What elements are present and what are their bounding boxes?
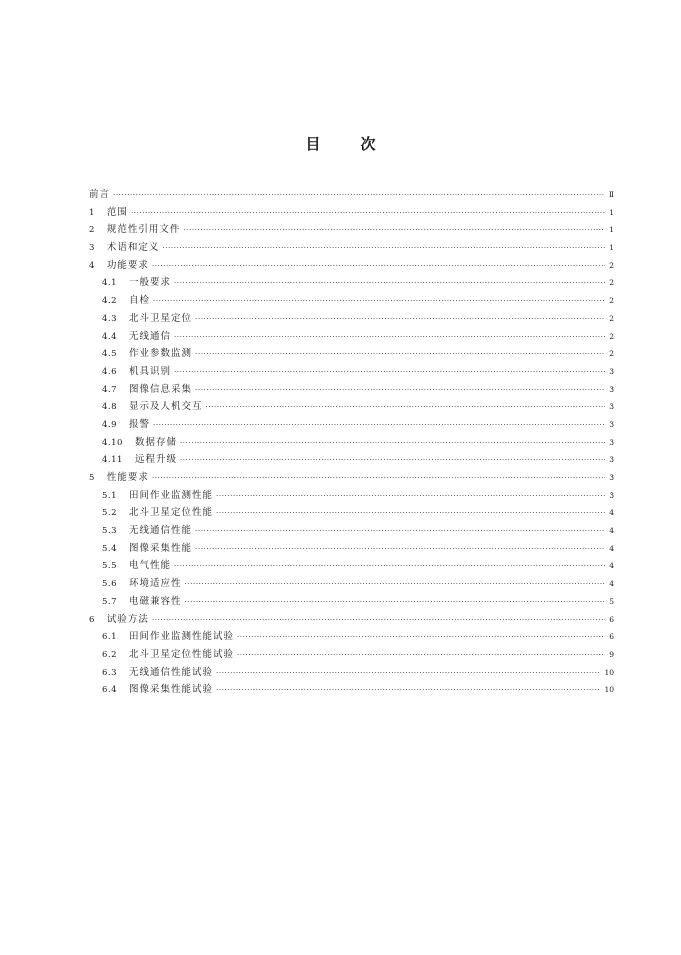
toc-dot-leader	[174, 368, 605, 376]
toc-entry-title: 远程升级	[134, 454, 177, 466]
toc-entry-page: 4	[609, 508, 614, 518]
toc-entry-title: 北斗卫星定位	[129, 312, 193, 324]
toc-entry-title: 试验方法	[106, 613, 149, 625]
toc-entry-title: 范围	[106, 206, 128, 218]
toc-entry[interactable]	[89, 398, 614, 416]
toc-entry-title: 规范性引用文件	[106, 224, 181, 236]
toc-entry-number: 4.9	[102, 419, 118, 430]
toc-entry-title: 北斗卫星定位性能试验	[129, 648, 235, 660]
toc-entry-page: 6	[609, 632, 614, 642]
toc-entry[interactable]	[89, 628, 614, 646]
toc-entry-page: 3	[609, 490, 614, 500]
toc-entry[interactable]	[89, 274, 614, 292]
toc-entry-page: 2	[609, 296, 614, 306]
toc-entry-number: 5.1	[102, 490, 118, 501]
toc-entry-page: 9	[609, 649, 614, 659]
toc-entry[interactable]	[89, 451, 614, 469]
toc-entry-number: 5.3	[102, 526, 118, 537]
toc-entry[interactable]	[89, 504, 614, 522]
toc-entry-page: 3	[609, 384, 614, 394]
toc-entry[interactable]	[89, 381, 614, 399]
toc-dot-leader	[185, 598, 605, 606]
toc-entry-title: 图像信息采集	[129, 383, 193, 395]
toc-entry[interactable]	[89, 487, 614, 505]
toc-entry-title: 机具识别	[129, 365, 172, 377]
toc-entry-title: 电气性能	[129, 560, 172, 572]
toc-entry-page: 3	[609, 402, 614, 412]
toc-dot-leader	[195, 386, 605, 394]
toc-dot-leader	[237, 651, 605, 659]
toc-entry-title: 田间作业监测性能试验	[129, 631, 235, 643]
toc-dot-leader	[185, 580, 605, 588]
toc-dot-leader	[216, 669, 601, 677]
toc-entry-page: 2	[609, 349, 614, 359]
toc-entry-number: 5	[89, 473, 95, 483]
toc-entry-page: 4	[609, 543, 614, 553]
toc-entry-title: 功能要求	[106, 259, 149, 271]
toc-entry-title: 性能要求	[106, 472, 149, 483]
toc-entry-page: 1	[609, 225, 614, 235]
page-title-char-1: 目	[305, 135, 321, 153]
toc-entry-title: 图像采集性能试验	[129, 684, 214, 696]
toc-entry[interactable]	[89, 239, 614, 257]
toc-entry[interactable]	[89, 540, 614, 558]
toc-entry-page: 4	[609, 561, 614, 571]
toc-entry-title: 数据存储	[134, 436, 177, 448]
toc-entry-number: 4.10	[102, 437, 123, 448]
toc-entry-title: 报警	[129, 418, 151, 430]
table-of-contents	[89, 186, 614, 699]
toc-entry-page: 2	[609, 260, 614, 270]
toc-entry-title: 图像采集性能	[129, 542, 193, 554]
toc-dot-leader	[216, 492, 605, 500]
toc-entry-page: 10	[604, 667, 614, 677]
toc-entry-number: 4.8	[102, 402, 118, 413]
toc-entry[interactable]	[89, 434, 614, 452]
toc-dot-leader	[152, 262, 605, 270]
toc-entry-title: 前言	[89, 189, 111, 200]
toc-entry-number: 6.2	[102, 649, 118, 660]
toc-dot-leader	[174, 333, 605, 341]
toc-entry-page: 4	[609, 579, 614, 589]
toc-entry-number: 6.1	[102, 632, 118, 643]
toc-dot-leader	[152, 474, 605, 482]
toc-entry-title: 一般要求	[129, 277, 172, 289]
toc-entry-number: 4.5	[102, 349, 118, 360]
toc-entry-number: 6	[89, 614, 95, 625]
toc-entry-title: 无线通信性能	[129, 525, 193, 537]
toc-entry-page: 3	[609, 455, 614, 465]
toc-entry-number: 6.3	[102, 667, 118, 678]
toc-entry-page: 5	[609, 596, 614, 606]
toc-entry-number: 6.4	[102, 685, 118, 696]
toc-entry-page: 1	[609, 243, 614, 253]
toc-dot-leader	[206, 403, 605, 411]
toc-dot-leader	[195, 545, 605, 553]
toc-entry-title: 北斗卫星定位性能	[129, 507, 214, 519]
toc-dot-leader	[174, 279, 605, 287]
toc-entry-page: 2	[609, 278, 614, 288]
toc-entry-page: 6	[609, 614, 614, 624]
toc-dot-leader	[180, 439, 605, 447]
toc-entry-number: 5.4	[102, 543, 118, 554]
toc-entry-number: 5.6	[102, 579, 118, 590]
toc-entry[interactable]	[89, 416, 614, 434]
toc-entry-page: 3	[609, 437, 614, 447]
toc-entry[interactable]	[89, 221, 614, 239]
toc-entry-number: 4.1	[102, 278, 118, 289]
toc-entry-page: 3	[609, 473, 614, 482]
toc-entry[interactable]	[89, 611, 614, 629]
toc-entry-page: 10	[604, 685, 614, 695]
toc-entry-number: 5.2	[102, 508, 118, 519]
toc-entry[interactable]	[89, 469, 614, 487]
toc-dot-leader	[195, 350, 605, 358]
toc-entry[interactable]	[89, 557, 614, 575]
toc-entry-page: 3	[609, 419, 614, 429]
toc-entry[interactable]	[89, 681, 614, 699]
toc-dot-leader	[174, 562, 605, 570]
toc-entry-number: 4.2	[102, 296, 118, 307]
toc-entry-number: 4.7	[102, 384, 118, 395]
toc-entry-number: 4.11	[102, 455, 123, 466]
toc-entry-title: 无线通信	[129, 330, 172, 342]
toc-entry[interactable]	[89, 186, 614, 204]
toc-entry[interactable]	[89, 664, 614, 682]
toc-entry-number: 1	[89, 207, 95, 218]
toc-dot-leader	[180, 456, 605, 464]
toc-entry[interactable]	[89, 646, 614, 664]
toc-entry-title: 环境适应性	[129, 578, 182, 590]
toc-dot-leader	[153, 421, 605, 429]
toc-entry[interactable]	[89, 310, 614, 328]
toc-dot-leader	[216, 509, 605, 517]
toc-entry[interactable]	[89, 522, 614, 540]
toc-entry-number: 5.7	[102, 596, 118, 607]
toc-entry-page: 2	[609, 331, 614, 341]
toc-entry[interactable]	[89, 257, 614, 275]
toc-entry-title: 作业参数监测	[129, 348, 193, 360]
toc-entry[interactable]	[89, 363, 614, 381]
toc-entry-number: 5.5	[102, 561, 118, 572]
toc-entry[interactable]	[89, 345, 614, 363]
toc-dot-leader	[153, 297, 605, 305]
page-title-char-2: 次	[360, 135, 376, 153]
toc-entry[interactable]	[89, 204, 614, 222]
toc-dot-leader	[195, 527, 605, 535]
toc-dot-leader	[237, 633, 605, 641]
toc-dot-leader	[113, 191, 605, 199]
toc-entry-page: 4	[609, 526, 614, 536]
toc-entry-title: 田间作业监测性能	[129, 489, 214, 501]
toc-entry-page: Ⅱ	[608, 190, 614, 199]
toc-dot-leader	[216, 686, 601, 694]
toc-entry-number: 4.6	[102, 366, 118, 377]
toc-entry-title: 术语和定义	[106, 242, 160, 254]
toc-entry-number: 3	[89, 243, 95, 254]
toc-entry-title: 无线通信性能试验	[129, 666, 214, 678]
toc-dot-leader	[195, 315, 605, 323]
toc-entry-title: 显示及人机交互	[129, 401, 203, 413]
toc-entry[interactable]	[89, 593, 614, 611]
toc-entry-page: 2	[609, 313, 614, 323]
toc-entry[interactable]	[89, 292, 614, 310]
toc-entry[interactable]	[89, 575, 614, 593]
toc-entry-title: 电磁兼容性	[129, 595, 182, 607]
toc-entry[interactable]	[89, 328, 614, 346]
toc-dot-leader	[162, 244, 605, 252]
toc-entry-title: 自检	[129, 295, 151, 307]
toc-entry-page: 1	[609, 207, 614, 217]
toc-entry-number: 4.3	[102, 313, 118, 324]
toc-entry-number: 4.4	[102, 331, 118, 342]
toc-entry-page: 3	[609, 366, 614, 376]
toc-entry-number: 2	[89, 225, 95, 236]
toc-entry-number: 4	[89, 260, 95, 271]
page-title	[0, 133, 681, 154]
toc-dot-leader	[183, 226, 605, 234]
toc-dot-leader	[131, 209, 605, 217]
toc-dot-leader	[152, 616, 605, 624]
